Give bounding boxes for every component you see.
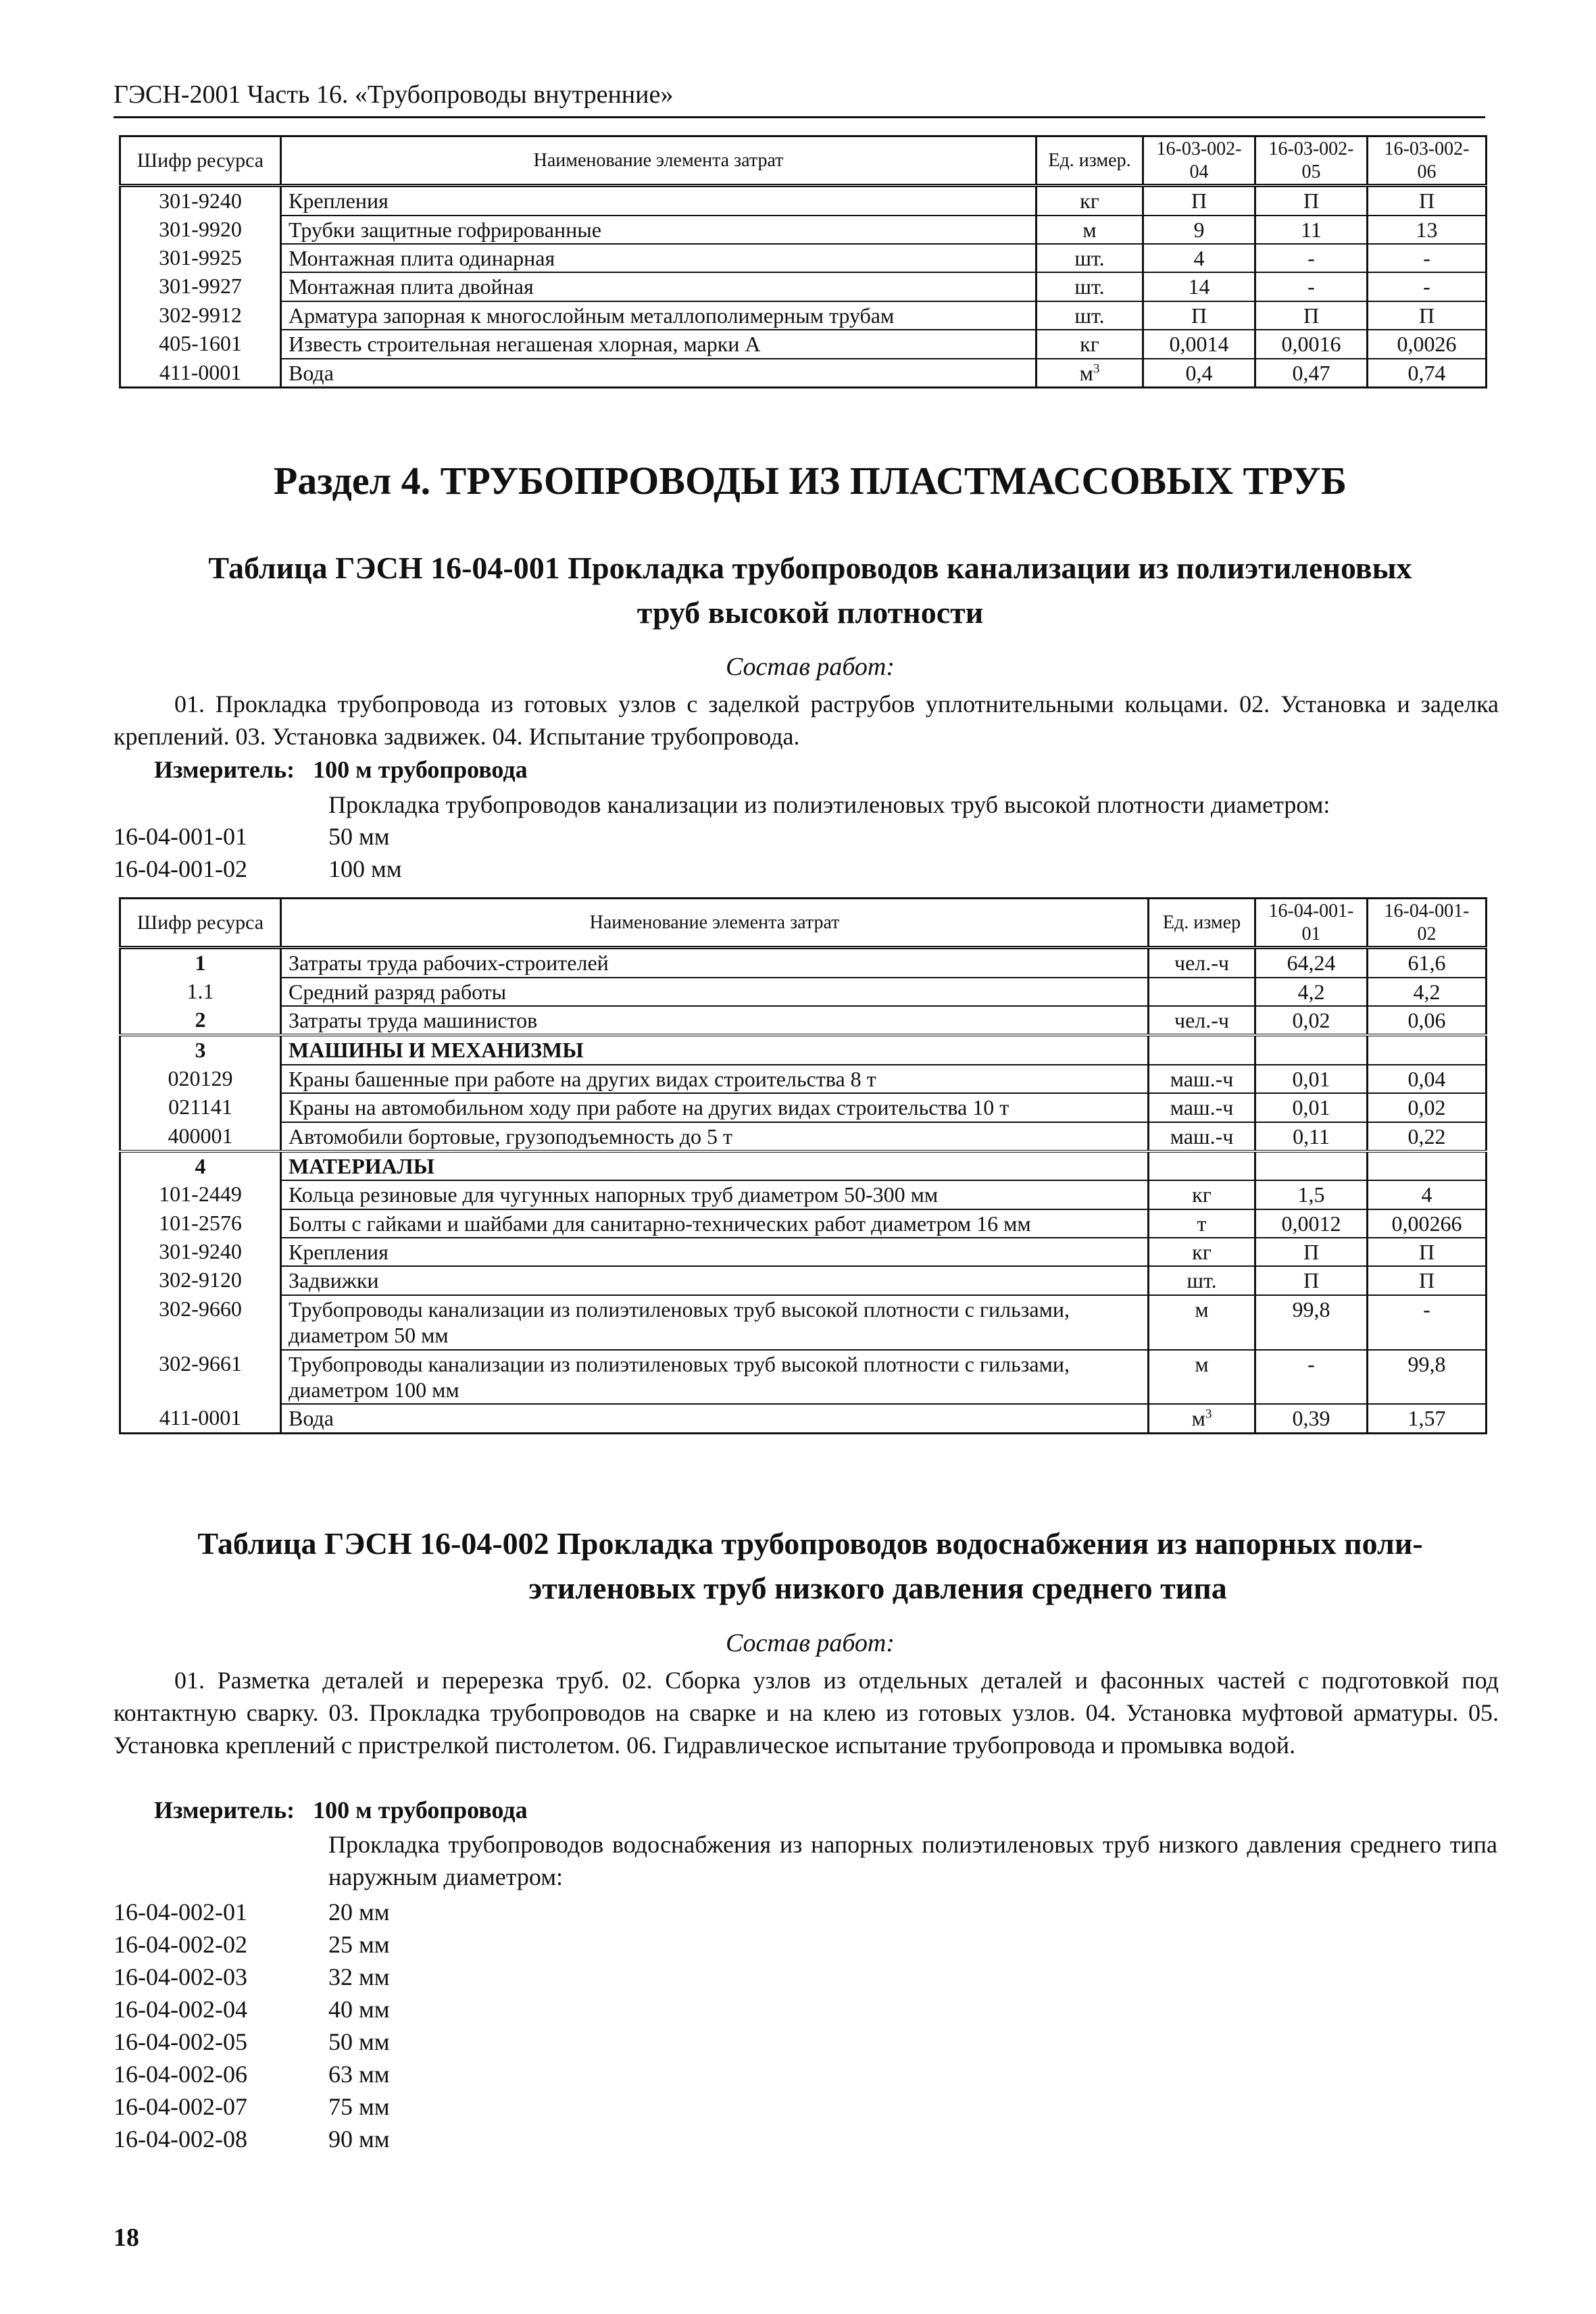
resource-table-continued [119, 135, 1487, 388]
norm-value-cell: 0,4 [1143, 359, 1255, 388]
norm-value-cell: 11 [1255, 216, 1368, 244]
resource-code-cell: 2 [120, 1006, 281, 1035]
section-title: Раздел 4. ТРУБОПРОВОДЫ ИЗ ПЛАСТМАССОВЫХ ТРУБ [273, 459, 1347, 503]
unit-text: маш.-ч [1170, 1066, 1234, 1091]
resource-code-cell: 020129 [120, 1065, 281, 1093]
norm-value-cell: - [1255, 272, 1368, 301]
header-norm-2: 16-03-002-05 [1255, 136, 1368, 186]
norm-value-cell: 4 [1143, 244, 1255, 272]
norm-value-cell: 64,24 [1255, 948, 1368, 978]
norm-code: 16-04-001-01 [114, 823, 247, 850]
norm-value-cell: 4 [1368, 1180, 1487, 1209]
norm-value-cell: 0,00266 [1368, 1209, 1487, 1238]
norm-value-cell: 0,06 [1368, 1006, 1487, 1035]
norm-value-cell: 9 [1143, 216, 1255, 244]
table-title-16-04-002 [114, 1521, 1507, 1611]
header-unit: Ед. измер [1149, 899, 1255, 948]
norm-value-cell: 0,0014 [1143, 330, 1255, 358]
composition-label: Состав работ: [725, 653, 895, 681]
resource-code-cell: 411-0001 [120, 1404, 281, 1433]
table-title-16-04-001 [114, 546, 1507, 635]
resource-code-cell: 101-2449 [120, 1180, 281, 1209]
table-row [120, 186, 1487, 216]
norm-value-cell: 0,39 [1255, 1404, 1368, 1433]
norm-value-cell: П [1368, 1266, 1487, 1294]
table-row [120, 216, 1487, 244]
unit-cell [1149, 1035, 1255, 1064]
norm-value-cell: П [1255, 1238, 1368, 1266]
resource-code-cell: 301-9920 [120, 216, 281, 244]
pipe-diameter: 40 мм [328, 1996, 390, 2023]
cost-element-cell: Затраты труда рабочих-строителей [281, 948, 1149, 978]
norm-value-cell [1255, 1035, 1368, 1064]
header-resource-code: Шифр ресурса [120, 136, 281, 186]
table-row [120, 1093, 1487, 1122]
cost-element-cell: МАШИНЫ И МЕХАНИЗМЫ [281, 1035, 1149, 1064]
table-row [120, 359, 1487, 388]
unit-text: маш.-ч [1170, 1095, 1234, 1120]
norm-value-cell: П [1368, 1238, 1487, 1266]
header-rule [114, 116, 1485, 118]
unit-cell [1037, 330, 1143, 358]
cost-element-cell: Трубопроводы канализации из полиэтиленовых труб высокой плотности с гильзами, диаметром 50 мм [281, 1295, 1149, 1350]
pipe-diameter: 63 мм [328, 2061, 390, 2088]
resource-code-cell: 3 [120, 1035, 281, 1064]
norm-value-cell: П [1255, 1266, 1368, 1294]
unit-superscript: 3 [1205, 1407, 1212, 1422]
unit-text: кг [1192, 1182, 1212, 1207]
cost-element-cell: Вода [281, 1404, 1149, 1433]
measure-label: Измеритель: [154, 756, 295, 783]
norm-value-cell: - [1255, 1350, 1368, 1405]
header-norm-1: 16-03-002-04 [1143, 136, 1255, 186]
norm-value-cell: П [1143, 301, 1255, 330]
table-row [120, 1404, 1487, 1433]
norm-value-cell: 1,57 [1368, 1404, 1487, 1433]
resource-code-cell: 101-2576 [120, 1209, 281, 1238]
table-title-line: Таблица ГЭСН 16-04-002 Прокладка трубопроводов водоснабжения из напорных поли- [197, 1526, 1423, 1561]
norm-variants-list [114, 1896, 390, 2155]
header-unit: Ед. измер. [1037, 136, 1143, 186]
table-row [120, 978, 1487, 1006]
unit-cell [1149, 1093, 1255, 1122]
cost-element-cell: Известь строительная негашеная хлорная, марки А [281, 330, 1037, 358]
norm-value-cell: 0,0016 [1255, 330, 1368, 358]
norm-value-cell: П [1368, 301, 1487, 330]
resource-code-cell: 400001 [120, 1122, 281, 1151]
table-title-line: Таблица ГЭСН 16-04-001 Прокладка трубопроводов канализации из полиэтиленовых [208, 551, 1412, 585]
resource-code-cell: 4 [120, 1151, 281, 1180]
unit-text: маш.-ч [1170, 1124, 1234, 1149]
norm-variant-row [114, 820, 402, 853]
table-row [120, 1266, 1487, 1294]
norm-value-cell: 4,2 [1255, 978, 1368, 1006]
table-row [120, 1350, 1487, 1405]
resource-code-cell: 302-9661 [120, 1350, 281, 1405]
table-row [120, 1238, 1487, 1266]
measure-value: 100 м трубопровода [313, 1796, 528, 1823]
norm-value-cell: 99,8 [1368, 1350, 1487, 1405]
norm-value-cell: 0,11 [1255, 1122, 1368, 1151]
table-row [120, 272, 1487, 301]
norm-variant-row [114, 2026, 390, 2058]
unit-cell [1037, 359, 1143, 388]
norm-variant-row [114, 2058, 390, 2090]
unit-text: чел.-ч [1174, 1007, 1229, 1032]
norm-code: 16-04-002-04 [114, 1996, 247, 2023]
norm-value-cell: 13 [1368, 216, 1487, 244]
measure-line [154, 1796, 528, 1824]
pipe-diameter: 20 мм [328, 1898, 390, 1926]
table-row [120, 244, 1487, 272]
norm-code: 16-04-001-02 [114, 855, 247, 882]
unit-cell [1149, 978, 1255, 1006]
measure-value: 100 м трубопровода [313, 756, 528, 783]
unit-text: м [1195, 1297, 1209, 1322]
unit-cell [1037, 186, 1143, 216]
pipe-diameter: 50 мм [328, 823, 390, 850]
unit-text: чел.-ч [1174, 951, 1229, 976]
norm-variant-row [114, 1928, 390, 1961]
unit-superscript: 3 [1093, 361, 1100, 376]
norm-code: 16-04-002-06 [114, 2061, 247, 2088]
unit-cell [1037, 244, 1143, 272]
norm-value-cell: П [1368, 186, 1487, 216]
norm-value-cell: 0,04 [1368, 1065, 1487, 1093]
unit-text: шт. [1074, 303, 1105, 328]
page-number: 18 [114, 2223, 139, 2252]
measure-label: Измеритель: [154, 1796, 295, 1823]
resource-code-cell: 1.1 [120, 978, 281, 1006]
norm-code: 16-04-002-08 [114, 2126, 247, 2153]
norm-value-cell: 0,01 [1255, 1093, 1368, 1122]
header-norm-2: 16-04-001-02 [1368, 899, 1487, 948]
norm-description: Прокладка трубопроводов водоснабжения из напорных полиэтиленовых труб низкого давления среднего типа наружным диаметром: [328, 1831, 1497, 1890]
header-cost-element: Наименование элемента затрат [281, 136, 1037, 186]
unit-cell [1149, 1295, 1255, 1350]
cost-element-cell: Затраты труда машинистов [281, 1006, 1149, 1035]
resource-code-cell: 302-9912 [120, 301, 281, 330]
norm-value-cell [1368, 1151, 1487, 1180]
pipe-diameter: 32 мм [328, 1963, 390, 1990]
unit-cell [1149, 1151, 1255, 1180]
unit-cell [1037, 216, 1143, 244]
norm-value-cell: 1,5 [1255, 1180, 1368, 1209]
norm-code: 16-04-002-01 [114, 1898, 247, 1926]
unit-cell [1149, 1238, 1255, 1266]
resource-code-cell: 301-9925 [120, 244, 281, 272]
cost-element-cell: Крепления [281, 186, 1037, 216]
cost-element-cell: Трубки защитные гофрированные [281, 216, 1037, 244]
norm-value-cell: 0,02 [1255, 1006, 1368, 1035]
resource-code-cell: 1 [120, 948, 281, 978]
norm-value-cell: 99,8 [1255, 1295, 1368, 1350]
unit-text: шт. [1187, 1268, 1217, 1293]
unit-text: кг [1192, 1240, 1212, 1265]
resource-code-cell: 411-0001 [120, 359, 281, 388]
unit-cell [1149, 1404, 1255, 1433]
resource-table-16-04-001 [119, 897, 1487, 1434]
cost-element-cell: Задвижки [281, 1266, 1149, 1294]
norm-value-cell [1255, 1151, 1368, 1180]
unit-text: шт. [1074, 274, 1105, 299]
composition-text: 01. Разметка деталей и перерезка труб. 02. Сборка узлов из отдельных деталей и фасонных частей с подготовкой под контактную сварку. 03. Прокладка трубопроводов на сварке и на клею из готовых узлов. 04. Установка муфтовой арматуры. 05. Установка креплений с пристрелкой пистолетом. 06. Гидравлическое испытание трубопровода и промывка водой. [114, 1667, 1499, 1759]
unit-text: м [1191, 1406, 1205, 1431]
norm-value-cell: 0,74 [1368, 359, 1487, 388]
unit-cell [1149, 1209, 1255, 1238]
norm-code: 16-04-002-02 [114, 1931, 247, 1958]
cost-element-cell: МАТЕРИАЛЫ [281, 1151, 1149, 1180]
cost-element-cell: Монтажная плита одинарная [281, 244, 1037, 272]
resource-code-cell: 302-9120 [120, 1266, 281, 1294]
resource-code-cell: 021141 [120, 1093, 281, 1122]
norm-value-cell: П [1255, 186, 1368, 216]
composition-label: Состав работ: [725, 1629, 895, 1657]
unit-text: т [1197, 1211, 1207, 1236]
norm-description: Прокладка трубопроводов канализации из полиэтиленовых труб высокой плотности диаметром: [328, 791, 1330, 818]
norm-variant-row [114, 2090, 390, 2123]
cost-element-cell: Автомобили бортовые, грузоподъемность до 5 т [281, 1122, 1149, 1151]
norm-value-cell: П [1255, 301, 1368, 330]
composition-text: 01. Прокладка трубопровода из готовых узлов с заделкой раструбов уплотнительными кольцами. 02. Установка и заделка креплений. 03. Установка задвижек. 04. Испытание трубопровода. [114, 690, 1499, 750]
norm-value-cell: П [1143, 186, 1255, 216]
pipe-diameter: 75 мм [328, 2093, 390, 2120]
pipe-diameter: 25 мм [328, 1931, 390, 1958]
table-row [120, 1295, 1487, 1350]
unit-text: кг [1080, 188, 1099, 213]
unit-text: кг [1080, 332, 1099, 357]
unit-text: м [1082, 217, 1097, 242]
unit-cell [1037, 301, 1143, 330]
table-title-line: этиленовых труб низкого давления среднего типа [528, 1571, 1227, 1605]
cost-element-cell: Средний разряд работы [281, 978, 1149, 1006]
table-row [120, 301, 1487, 330]
header-norm-1: 16-04-001-01 [1255, 899, 1368, 948]
norm-variant-row [114, 1961, 390, 1993]
pipe-diameter: 100 мм [328, 855, 402, 882]
cost-element-cell: Краны на автомобильном ходу при работе на других видах строительства 10 т [281, 1093, 1149, 1122]
norm-value-cell: - [1255, 244, 1368, 272]
cost-element-cell: Болты с гайками и шайбами для санитарно-технических работ диаметром 16 мм [281, 1209, 1149, 1238]
cost-element-cell: Арматура запорная к многослойным металлополимерным трубам [281, 301, 1037, 330]
table-title-line: труб высокой плотности [637, 595, 984, 630]
table-row [120, 1151, 1487, 1180]
unit-cell [1149, 1350, 1255, 1405]
unit-cell [1149, 1266, 1255, 1294]
pipe-diameter: 50 мм [328, 2028, 390, 2055]
pipe-diameter: 90 мм [328, 2126, 390, 2153]
norm-value-cell: 4,2 [1368, 978, 1487, 1006]
resource-code-cell: 301-9240 [120, 186, 281, 216]
unit-text: шт. [1074, 245, 1105, 270]
unit-cell [1037, 272, 1143, 301]
header-norm-3: 16-03-002-06 [1368, 136, 1487, 186]
norm-value-cell: 0,47 [1255, 359, 1368, 388]
table-row [120, 1122, 1487, 1151]
resource-code-cell: 405-1601 [120, 330, 281, 358]
table-header-row [120, 899, 1487, 948]
cost-element-cell: Трубопроводы канализации из полиэтиленовых труб высокой плотности с гильзами, диаметром 100 мм [281, 1350, 1149, 1405]
measure-line [154, 755, 528, 784]
norm-value-cell: 14 [1143, 272, 1255, 301]
cost-element-cell: Крепления [281, 1238, 1149, 1266]
norm-value-cell: - [1368, 1295, 1487, 1350]
unit-cell [1149, 948, 1255, 978]
cost-element-cell: Вода [281, 359, 1037, 388]
table-body [120, 948, 1487, 1434]
unit-cell [1149, 1065, 1255, 1093]
table-row [120, 1006, 1487, 1035]
norm-code: 16-04-002-03 [114, 1963, 247, 1990]
norm-value-cell: - [1368, 272, 1487, 301]
norm-value-cell: 0,0026 [1368, 330, 1487, 358]
unit-text: м [1079, 360, 1093, 385]
norm-value-cell: 0,01 [1255, 1065, 1368, 1093]
resource-code-cell: 301-9240 [120, 1238, 281, 1266]
norm-value-cell: 61,6 [1368, 948, 1487, 978]
norm-value-cell: 0,22 [1368, 1122, 1487, 1151]
norm-value-cell: 0,0012 [1255, 1209, 1368, 1238]
table-row [120, 1065, 1487, 1093]
unit-cell [1149, 1180, 1255, 1209]
table-row [120, 948, 1487, 978]
norm-variant-row [114, 1896, 390, 1928]
table-header-row [120, 136, 1487, 186]
norm-value-cell: 0,02 [1368, 1093, 1487, 1122]
header-cost-element: Наименование элемента затрат [281, 899, 1149, 948]
running-head: ГЭСН-2001 Часть 16. «Трубопроводы внутренние» [114, 80, 674, 109]
table-row [120, 1035, 1487, 1064]
norm-value-cell: - [1368, 244, 1487, 272]
norm-variant-row [114, 853, 402, 885]
resource-code-cell: 302-9660 [120, 1295, 281, 1350]
norm-variant-row [114, 2123, 390, 2155]
resource-code-cell: 301-9927 [120, 272, 281, 301]
cost-element-cell: Кольца резиновые для чугунных напорных труб диаметром 50-300 мм [281, 1180, 1149, 1209]
unit-text: м [1195, 1351, 1209, 1376]
table-row [120, 1180, 1487, 1209]
table-body [120, 186, 1487, 388]
norm-variant-row [114, 1993, 390, 2026]
header-resource-code: Шифр ресурса [120, 899, 281, 948]
unit-cell [1149, 1006, 1255, 1035]
norm-code: 16-04-002-05 [114, 2028, 247, 2055]
cost-element-cell: Краны башенные при работе на других видах строительства 8 т [281, 1065, 1149, 1093]
cost-element-cell: Монтажная плита двойная [281, 272, 1037, 301]
norm-code: 16-04-002-07 [114, 2093, 247, 2120]
table-row [120, 330, 1487, 358]
norm-value-cell [1368, 1035, 1487, 1064]
norm-variants-list [114, 820, 402, 885]
table-row [120, 1209, 1487, 1238]
unit-cell [1149, 1122, 1255, 1151]
